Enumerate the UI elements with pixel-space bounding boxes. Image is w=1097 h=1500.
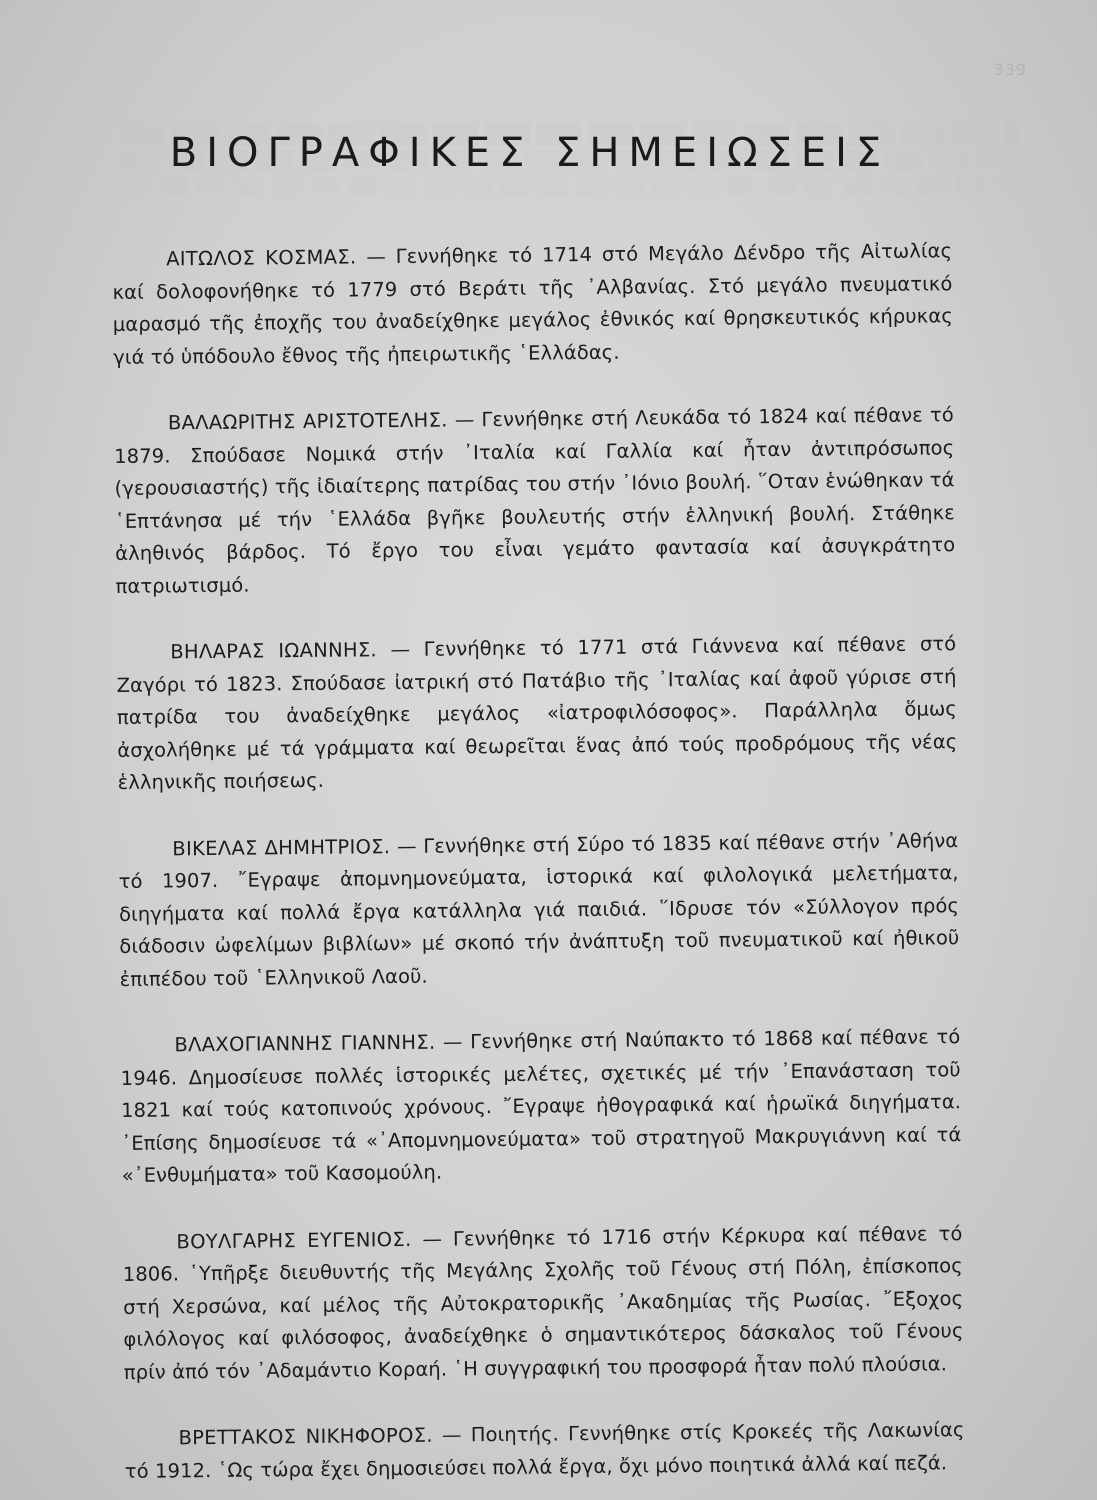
biography-entry xyxy=(124,1414,965,1488)
biography-entry xyxy=(114,399,956,603)
entry-text: — Ποιητής. Γεννήθηκε στίς Κροκεές τῆς Λακωνίας τό 1912. ῾Ως τώρα ἔχει δημοσιεύσει πολλά ἔργα, ὄχι μόνο ποιητικά ἀλλά καί πεζά. xyxy=(124,1418,965,1483)
entry-name: ΒΙΚΕΛΑΣ ΔΗΜΗΤΡΙΟΣ. xyxy=(172,834,391,860)
biography-entry xyxy=(120,1021,962,1192)
biography-entry xyxy=(112,235,953,374)
entry-name: ΒΡΕΤΤΑΚΟΣ ΝΙΚΗΦΟΡΟΣ. xyxy=(178,1423,433,1450)
page-number: 339 xyxy=(993,60,1027,79)
entry-name: ΑΙΤΩΛΟΣ ΚΟΣΜΑΣ. xyxy=(166,245,357,271)
entry-name: ΒΟΥΛΓΑΡΗΣ ΕΥΓΕΝΙΟΣ. xyxy=(176,1227,412,1253)
biography-list xyxy=(112,235,965,1500)
biography-entry xyxy=(118,825,960,996)
page-title: ΒΙΟΓΡΑΦΙΚΕΣ ΣΗΜΕΙΩΣΕΙΣ xyxy=(169,130,891,176)
entry-text: — Γεννήθηκε τό 1714 στό Μεγάλο Δένδρο τῆς Αἰτωλίας καί δολοφονήθηκε τό 1779 στό Βεράτι τῆς ᾿Αλβανίας. Στό μεγάλο πνευματικό μαρασμό τῆς ἐποχῆς του ἀναδείχθηκε μεγάλος ἐθνικός καί θρησκευτικός κήρυκας γιά τό ὑπόδουλο ἔθνος τῆς ἠπειρωτικῆς ῾Ελλάδας. xyxy=(112,239,953,369)
entry-name: ΒΛΑΧΟΓΙΑΝΝΗΣ ΓΙΑΝΝΗΣ. xyxy=(174,1030,436,1057)
entry-name: ΒΑΛΑΩΡΙΤΗΣ ΑΡΙΣΤΟΤΕΛΗΣ. xyxy=(167,408,448,435)
entry-text: — Γεννήθηκε στή Λευκάδα τό 1824 καί πέθανε τό 1879. Σπούδασε Νομικά στήν ᾿Ιταλία καί Γαλλία καί ἦταν ἀντιπρόσωπος (γερουσιαστής) τῆς ἰδιαίτερης πατρίδας του στήν ᾿Ιόνιο βουλή. ῞Οταν ἑνώθηκαν τά ῾Επτάνησα μέ τήν ῾Ελλάδα βγῆκε βουλευτής στήν ἑλληνική βουλή. Στάθηκε ἀληθινός βάρδος. Τό ἔργο του εἶναι γεμάτο φαντασία καί ἀσυγκράτητο πατριωτισμό. xyxy=(114,403,956,598)
biography-entry xyxy=(122,1218,964,1389)
entry-text: — Γεννήθηκε στή Σύρο τό 1835 καί πέθανε στήν ᾿Αθήνα τό 1907. ῎Εγραψε ἀπομνημονεύματα, ἱστορικά καί φιλολογικά μελετήματα, διηγήματα καί πολλά ἔργα κατάλληλα γιά παιδιά. ῞Ιδρυσε τόν «Σύλλογον πρός διάδοσιν ὠφελίμων βιβλίων» μέ σκοπό τήν ἀνάπτυξη τοῦ πνευματικοῦ καί ἠθικοῦ ἐπιπέδου τοῦ ῾Ελληνικοῦ Λαοῦ. xyxy=(118,828,960,991)
entry-name: ΒΗΛΑΡΑΣ ΙΩΑΝΝΗΣ. xyxy=(170,638,378,664)
biography-entry xyxy=(116,628,958,799)
entry-text: — Γεννήθηκε τό 1716 στήν Κέρκυρα καί πέθανε τό 1806. ῾Υπῆρξε διευθυντής τῆς Μεγάλης Σχολῆς τοῦ Γένους στή Πόλη, ἐπίσκοπος στή Χερσώνα, καί μέλος τῆς Αὐτοκρατορικῆς ᾿Ακαδημίας τῆς Ρωσίας. ῎Εξοχος φιλόλογος καί φιλόσοφος, ἀναδείχθηκε ὁ σημαντικότερος δάσκαλος τοῦ Γένους πρίν ἀπό τόν ᾿Αδαμάντιο Κοραή. ῾Η συγγραφική του προσφορά ἦταν πολύ πλούσια. xyxy=(122,1221,964,1384)
entry-text: — Γεννήθηκε τό 1771 στά Γιάννενα καί πέθανε στό Ζαγόρι τό 1823. Σπούδασε ἰατρική στό Πατάβιο τῆς ᾿Ιταλίας καί ἀφοῦ γύρισε στή πατρίδα του ἀναδείχθηκε μεγάλος «ἰατροφιλόσοφος». Παράλληλα ὅμως ἀσχολήθηκε μέ τά γράμματα καί θεωρεῖται ἕνας ἀπό τούς προδρόμους τῆς νέας ἑλληνικῆς ποιήσεως. xyxy=(116,632,958,794)
entry-text: — Γεννήθηκε στή Ναύπακτο τό 1868 καί πέθανε τό 1946. Δημοσίευσε πολλές ἱστορικές μελέτες, σχετικές μέ τήν ᾿Επανάσταση τοῦ 1821 καί τούς κατοπινούς χρόνους. ῎Εγραψε ἠθογραφικά καί ἡρωϊκά διηγήματα. ᾿Επίσης δημοσίευσε τά «᾿Απομνημονεύματα» τοῦ στρατηγοῦ Μακρυγιάννη καί τά «᾿Ενθυμήματα» τοῦ Κασομούλη. xyxy=(120,1025,962,1187)
